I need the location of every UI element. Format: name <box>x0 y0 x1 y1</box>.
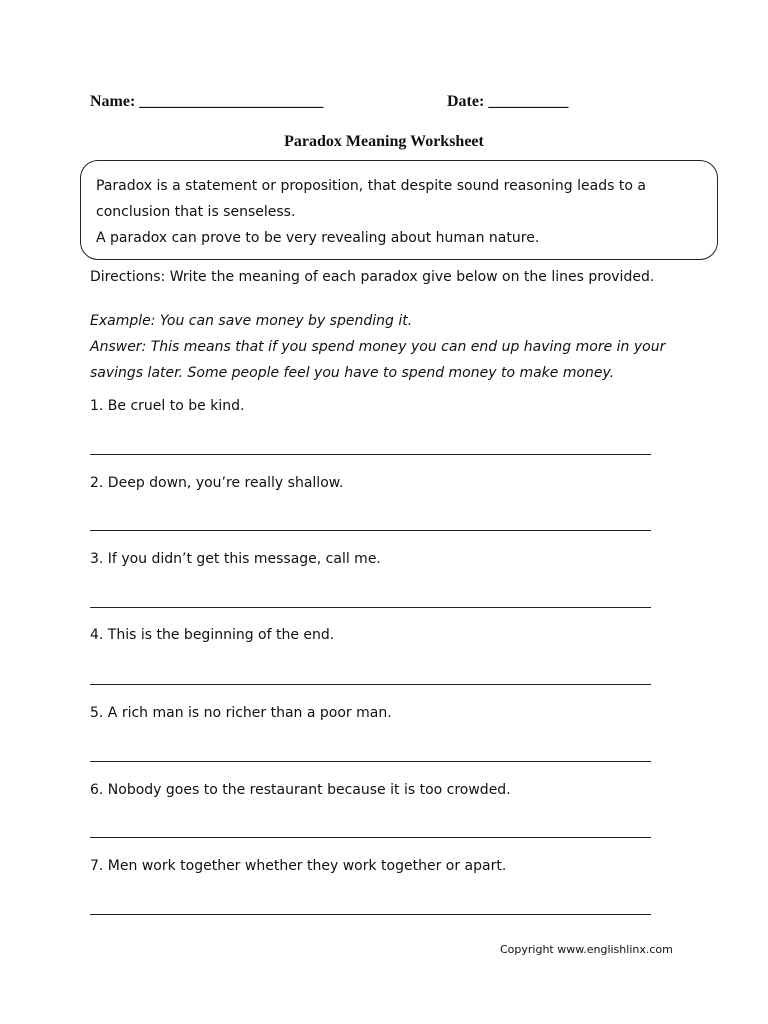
header-row <box>90 93 690 115</box>
page-title: Paradox Meaning Worksheet <box>284 133 484 150</box>
question-5: 5. A rich man is no richer than a poor man. <box>90 705 392 721</box>
example-line: Example: You can save money by spending it. <box>90 313 413 329</box>
definition-line: conclusion that is senseless. <box>96 204 296 220</box>
answer-line-7[interactable] <box>90 914 651 915</box>
definition-line: Paradox is a statement or proposition, that despite sound reasoning leads to a <box>96 178 646 194</box>
question-2: 2. Deep down, you’re really shallow. <box>90 475 344 491</box>
example-answer-line: Answer: This means that if you spend money you can end up having more in your <box>90 339 666 355</box>
question-7: 7. Men work together whether they work together or apart. <box>90 858 507 874</box>
name-field: Name: _______________________ <box>90 93 324 110</box>
definition-line: A paradox can prove to be very revealing about human nature. <box>96 230 540 246</box>
question-4: 4. This is the beginning of the end. <box>90 627 335 643</box>
example-answer-line: savings later. Some people feel you have to spend money to make money. <box>90 365 615 381</box>
answer-line-4[interactable] <box>90 684 651 685</box>
answer-line-5[interactable] <box>90 761 651 762</box>
question-3: 3. If you didn’t get this message, call me. <box>90 551 381 567</box>
question-6: 6. Nobody goes to the restaurant because it is too crowded. <box>90 782 511 798</box>
date-field: Date: __________ <box>447 93 569 110</box>
answer-line-6[interactable] <box>90 837 651 838</box>
answer-line-1[interactable] <box>90 454 651 455</box>
example-block <box>90 308 710 386</box>
answer-line-3[interactable] <box>90 607 651 608</box>
definition-box <box>80 160 718 260</box>
directions-text: Directions: Write the meaning of each paradox give below on the lines provided. <box>90 269 655 285</box>
copyright-notice: Copyright www.englishlinx.com <box>500 943 673 956</box>
question-1: 1. Be cruel to be kind. <box>90 398 245 414</box>
answer-line-2[interactable] <box>90 530 651 531</box>
